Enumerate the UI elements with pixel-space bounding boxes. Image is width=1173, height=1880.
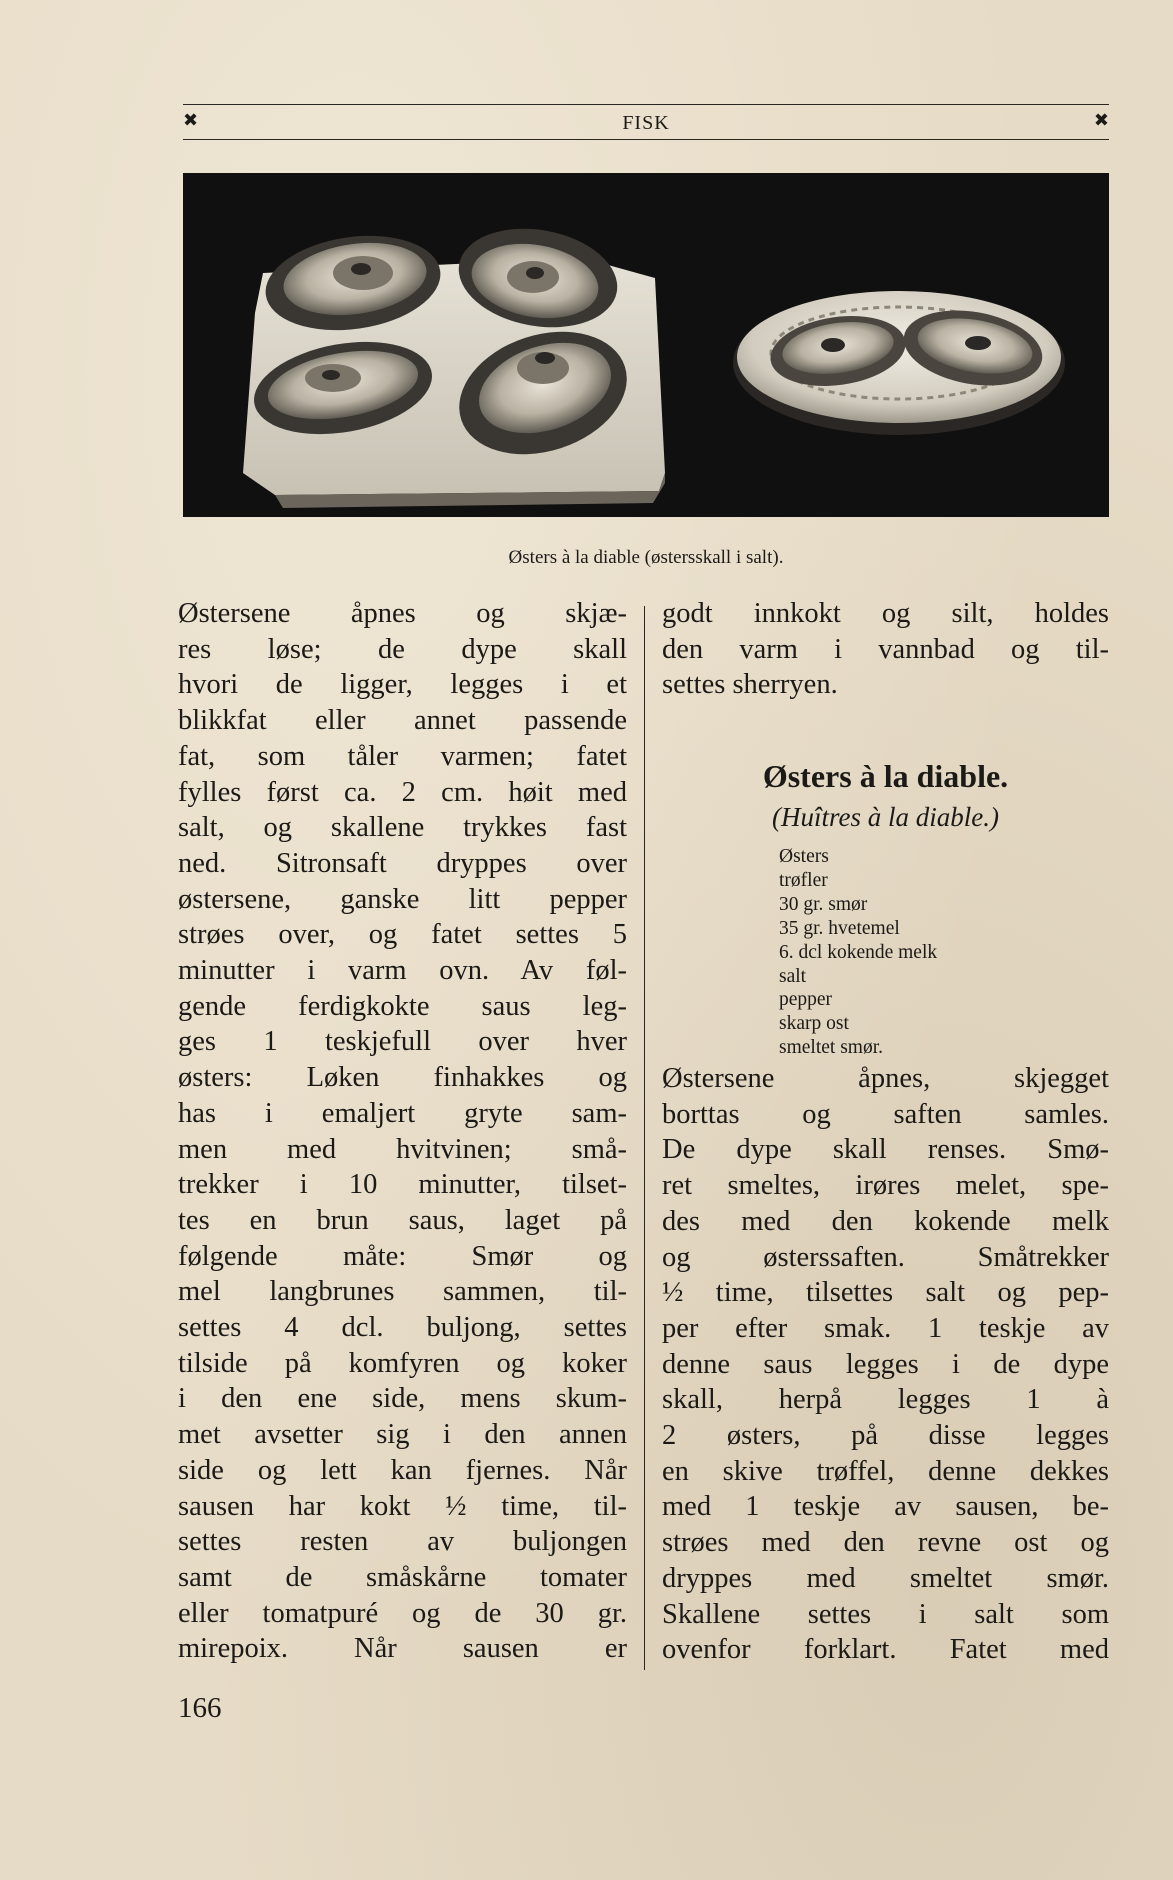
text-line: strøes over, og fatet settes 5 xyxy=(178,919,627,951)
text-line: settes sherryen. xyxy=(662,669,838,701)
text-line: Skallene settes i salt som xyxy=(662,1598,1109,1630)
text-line: skall, herpå legges 1 à xyxy=(662,1384,1109,1416)
text-line: dryppes med smeltet smør. xyxy=(662,1562,1109,1594)
text-line: denne saus legges i de dype xyxy=(662,1348,1109,1380)
recipe-title: Østers à la diable. xyxy=(762,758,1009,794)
header-ornament-right: ✖ xyxy=(1093,110,1109,131)
text-line: en skive trøffel, denne dekkes xyxy=(662,1455,1109,1487)
ingredient-item: pepper xyxy=(779,989,833,1011)
text-line: ges 1 teskjefull over hver xyxy=(178,1026,627,1058)
ingredient-item: salt xyxy=(779,965,807,987)
page-number: 166 xyxy=(178,1692,222,1724)
text-line: mirepoix. Når sausen er xyxy=(178,1633,627,1665)
text-line: mel langbrunes sammen, til- xyxy=(178,1276,627,1308)
text-line: hvori de ligger, legges i et xyxy=(178,669,627,701)
text-line: has i emaljert gryte sam- xyxy=(178,1097,627,1129)
text-line: ½ time, tilsettes salt og pep- xyxy=(662,1277,1109,1309)
text-line: samt de småskårne tomater xyxy=(178,1561,627,1593)
text-line: Østersene åpnes og skjæ- xyxy=(178,598,627,629)
header-ornament-left: ✖ xyxy=(183,110,199,131)
text-line: blikkfat eller annet passende xyxy=(178,705,627,737)
text-line: des med den kokende melk xyxy=(662,1205,1109,1237)
header-rule-top xyxy=(183,104,1109,105)
right-text-column-intro xyxy=(662,596,1109,703)
text-line: men med hvitvinen; små- xyxy=(178,1133,627,1165)
text-line: De dype skall renses. Smø- xyxy=(662,1134,1109,1166)
text-line: res løse; de dype skall xyxy=(178,633,627,665)
text-line: salt, og skallene trykkes fast xyxy=(178,812,627,844)
text-line: fat, som tåler varmen; fatet xyxy=(178,740,627,772)
text-line: gende ferdigkokte saus leg- xyxy=(178,990,627,1022)
text-line: Østersene åpnes, skjegget xyxy=(662,1063,1109,1094)
ingredient-item: Østers xyxy=(779,846,829,867)
text-line: 2 østers, på disse legges xyxy=(662,1420,1109,1452)
text-line: med 1 teskje av sausen, be- xyxy=(662,1491,1109,1523)
ingredient-item: 30 gr. smør xyxy=(779,893,868,915)
text-line: trekker i 10 minutter, tilset- xyxy=(178,1169,627,1201)
ingredient-item: 35 gr. hvetemel xyxy=(779,917,900,939)
text-line: met avsetter sig i den annen xyxy=(178,1419,627,1451)
column-divider xyxy=(644,606,645,1670)
text-line: side og lett kan fjernes. Når xyxy=(178,1454,627,1486)
text-line: per efter smak. 1 teskje av xyxy=(662,1312,1109,1344)
ingredient-item: 6. dcl kokende melk xyxy=(779,941,938,963)
text-line: østers: Løken finhakkes og xyxy=(178,1062,627,1094)
ingredient-item: trøfler xyxy=(779,869,828,891)
text-line: eller tomatpuré og de 30 gr. xyxy=(178,1597,627,1629)
oyster-photo-illustration xyxy=(183,173,1109,517)
left-text-column xyxy=(178,596,627,1667)
text-line: tes en brun saus, laget på xyxy=(178,1204,627,1236)
text-line: og østerssaften. Småtrekker xyxy=(662,1241,1109,1273)
text-line: ovenfor forklart. Fatet med xyxy=(662,1634,1109,1666)
text-line: østersene, ganske litt pepper xyxy=(178,883,627,915)
text-line: settes 4 dcl. buljong, settes xyxy=(178,1312,627,1344)
text-line: tilside på komfyren og koker xyxy=(178,1347,627,1379)
oyster-photograph xyxy=(183,173,1109,517)
text-line: ret smeltes, irøres melet, spe- xyxy=(662,1170,1109,1202)
recipe-subtitle: (Huîtres à la diable.) xyxy=(772,802,999,832)
text-line: godt innkokt og silt, holdes xyxy=(662,598,1109,629)
text-line: i den ene side, mens skum- xyxy=(178,1383,627,1415)
text-line: borttas og saften samles. xyxy=(662,1098,1109,1130)
ingredient-list xyxy=(779,845,1039,1060)
running-header xyxy=(183,104,1109,140)
text-line: ned. Sitronsaft dryppes over xyxy=(178,847,627,879)
right-text-column-method xyxy=(662,1061,1109,1668)
text-line: følgende måte: Smør og xyxy=(178,1240,627,1272)
text-line: minutter i varm ovn. Av føl- xyxy=(178,955,627,987)
header-rule-bottom xyxy=(183,139,1109,140)
text-line: den varm i vannbad og til- xyxy=(662,633,1109,665)
text-line: sausen har kokt ½ time, til- xyxy=(178,1490,627,1522)
header-title: FISK xyxy=(622,112,670,134)
text-line: strøes med den revne ost og xyxy=(662,1527,1109,1559)
text-line: fylles først ca. 2 cm. høit med xyxy=(178,776,627,808)
figure-caption: Østers à la diable (østersskall i salt). xyxy=(508,547,784,568)
text-line: settes resten av buljongen xyxy=(178,1526,627,1558)
ingredient-item: skarp ost xyxy=(779,1013,849,1035)
ingredient-item: smeltet smør. xyxy=(779,1037,883,1059)
